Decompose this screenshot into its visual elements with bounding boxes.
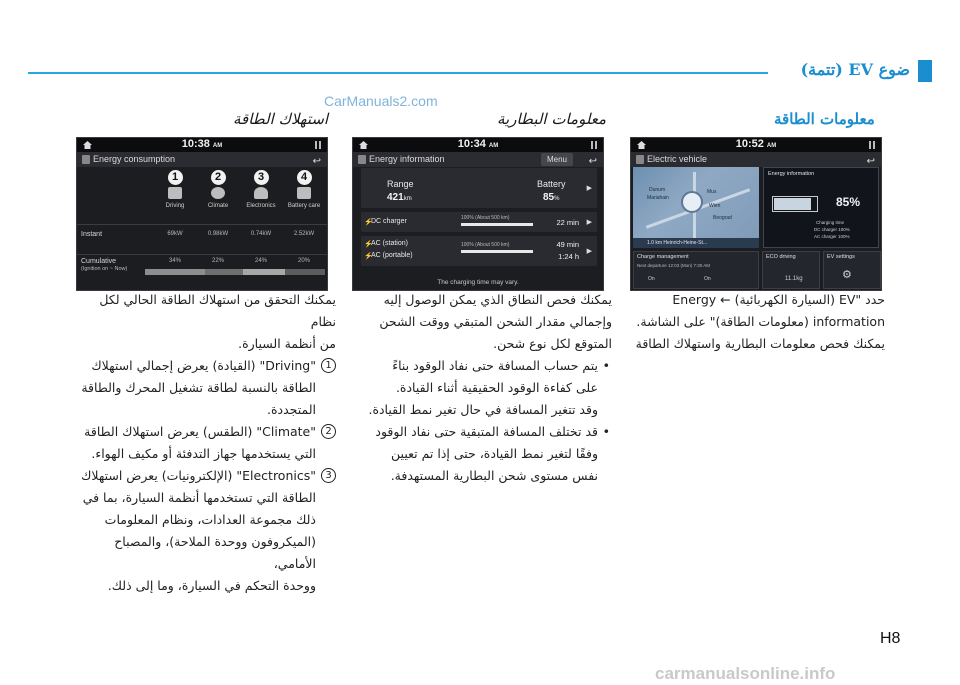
ac-percent: 100% (About 500 km) [461, 242, 510, 248]
value-cell: 24% [254, 258, 267, 264]
card-title: Charge management [637, 254, 689, 260]
range-value: 421km [387, 192, 412, 203]
chevron-right-icon[interactable]: ▶ [586, 185, 592, 192]
vehicle-location-icon [681, 191, 703, 213]
battery-percent: 85% [836, 195, 861, 209]
ac-charger-line: AC charger 100% [814, 234, 850, 239]
text-line: الطاقة بالنسبة لطاقة تشغيل المحرك والطاقة [81, 380, 316, 395]
callout-number: 3 [321, 468, 336, 483]
category-climate [196, 170, 240, 209]
value-cell: 2.52kW [293, 231, 315, 237]
value-cell: 34% [168, 258, 181, 264]
car-icon [168, 187, 182, 199]
energy-info-text [630, 289, 885, 355]
energy-icon [358, 155, 366, 164]
dc-charger-line: DC charger 100% [814, 227, 850, 232]
signal-icon [591, 141, 597, 149]
eco-value: 11.1kg [785, 276, 803, 282]
text-line: من أنظمة السيارة. [238, 336, 336, 351]
cumulative-bar-climate [205, 269, 243, 275]
row-label: Cumulative [81, 258, 117, 265]
clock: 10:34 AM [457, 138, 499, 150]
category-label: Climate [207, 203, 229, 209]
value-cell: 69kW [167, 231, 183, 237]
bulb-icon [254, 187, 268, 199]
clock: 10:52 AM [735, 138, 777, 150]
signal-icon [315, 141, 321, 149]
text-line: وإجمالي مقدار الشحن المتبقي ووقت الشحن [379, 314, 612, 329]
range-label: Range [387, 179, 414, 189]
footer-watermark: carmanualsonline.info [655, 664, 836, 683]
page-number: H8 [880, 630, 901, 647]
category-electronics [239, 170, 283, 209]
fan-icon [211, 187, 225, 199]
ac-station-time: 49 min [556, 240, 579, 249]
cumulative-bar-electronics [243, 269, 285, 275]
callout-number: 1 [168, 170, 183, 185]
plug-icon: ⚡ [364, 219, 373, 226]
screen-electric-vehicle [630, 137, 882, 291]
map-label: Mus [707, 189, 717, 195]
column-title-energy-info: معلومات الطاقة [774, 110, 875, 128]
item-2 [78, 421, 336, 465]
item-3 [78, 465, 336, 597]
toggle-on-1[interactable]: On [648, 276, 655, 282]
watermark: CarManuals2.com [324, 93, 438, 109]
text-line: "Driving" (القيادة) يعرض إجمالي استهلاك [91, 358, 316, 373]
signal-icon [869, 141, 875, 149]
callout-number: 2 [211, 170, 226, 185]
ac-station-label: AC (station) [371, 240, 408, 247]
next-departure: Next departure 12:03 (Mon) 7:30 AM [637, 263, 711, 268]
text-line: المتجددة. [267, 402, 316, 417]
dc-percent: 100% (About 500 km) [461, 215, 510, 221]
row-label: Instant [81, 231, 103, 238]
item-1 [78, 355, 336, 421]
map-label: Wien [709, 203, 721, 209]
energy-consumption-text [78, 289, 336, 597]
card-title: ECO driving [766, 254, 796, 260]
map-label: Dunum [649, 187, 666, 193]
text-line: information (معلومات الطاقة)" على الشاشة. [636, 314, 885, 329]
energy-icon [82, 155, 90, 164]
battery-info-text [352, 289, 612, 487]
text-line: ذلك مجموعة العدادات، ونظام المعلومات [104, 512, 316, 527]
text-line: على كفاءة الوقود الحقيقية أثناء القيادة. [395, 380, 598, 395]
title-bar [77, 152, 327, 167]
ev-cards [633, 251, 881, 289]
chevron-right-icon[interactable]: ▶ [586, 248, 592, 255]
value-cell: 22% [211, 258, 224, 264]
bullet-1 [352, 355, 612, 421]
text-line: • يتم حساب المسافة حتى نفاد الوقود بناءً [352, 355, 598, 377]
text-line: (الميكروفون ووحدة الملاحة)، والمصباح الأمامي، [114, 534, 316, 571]
callout-number: 1 [321, 358, 336, 373]
menu-button[interactable]: Menu [541, 153, 573, 166]
row-instant [77, 224, 328, 246]
charge-management-card[interactable] [633, 251, 759, 289]
screen-energy-information [352, 137, 604, 291]
battery-value: 85% [543, 192, 560, 203]
charging-time-label: Charging time [816, 220, 845, 225]
eco-driving-card[interactable] [762, 251, 820, 289]
dc-progress [461, 223, 533, 226]
energy-info-panel[interactable] [763, 167, 879, 248]
gear-icon: ⚙ [842, 269, 852, 281]
ac-portable-time: 1:24 h [558, 252, 579, 261]
text-line: "Electronics" (الإلكترونيات) يعرض استهلاك [81, 468, 316, 483]
category-driving [153, 170, 197, 209]
row-cumulative [77, 254, 328, 280]
text-line: يمكنك التحقق من استهلاك الطاقة الحالي لكل نظام [99, 292, 336, 329]
screen-energy-consumption [76, 137, 328, 291]
text-line: الطاقة التي تستخدمها أنظمة السيارة، بما في [82, 490, 316, 505]
text-line: يمكنك فحص معلومات البطارية واستهلاك الطاقة [635, 336, 885, 351]
text-line: نفس مستوى شحن البطارية المستهدفة. [390, 468, 598, 483]
text-line: "Climate" (الطقس) يعرض استهلاك الطاقة [84, 424, 316, 439]
callout-number: 4 [297, 170, 312, 185]
column-title-energy-consumption: استهلاك الطاقة [233, 110, 329, 128]
dc-charger-row[interactable] [361, 212, 597, 232]
title-bar [353, 152, 603, 167]
callout-number: 3 [254, 170, 269, 185]
back-icon[interactable]: ↩ [866, 156, 875, 167]
text-line: التي يستخدمها جهاز التدفئة أو مكيف الهواء. [91, 446, 316, 461]
consumption-categories [153, 170, 325, 212]
cumulative-bar-battery-care [285, 269, 325, 275]
text-line: يمكنك فحص النطاق الذي يمكن الوصول إليه [383, 292, 612, 307]
map-label: Mariahain [647, 195, 669, 201]
cumulative-bar-driving [145, 269, 205, 275]
ac-portable-label: AC (portable) [371, 252, 413, 259]
panel-title: Energy information [768, 171, 815, 177]
plug-icon: ⚡ [364, 253, 373, 260]
map-view[interactable] [633, 167, 759, 248]
row-sublabel: (Ignition on ~ Now) [81, 266, 128, 272]
plug-icon: ⚡ [364, 241, 373, 248]
battery-icon [297, 187, 311, 199]
text-line: ووحدة التحكم في السيارة، وما إلى ذلك. [107, 578, 316, 593]
text-line: • قد تختلف المسافة المتبقية حتى نفاد الوقود [352, 421, 598, 443]
category-label: Electronics [246, 203, 276, 209]
dc-time: 22 min [556, 218, 579, 227]
map-nav-bar: 1.0 km Heinrich-Heine-St... [633, 238, 759, 248]
text-line: المتوقع لكل نوع شحن. [493, 336, 612, 351]
screen-title: Electric vehicle [647, 154, 708, 164]
category-label: Battery care [287, 203, 321, 209]
range-battery-panel[interactable] [361, 168, 597, 208]
battery-label: Battery [537, 179, 566, 189]
status-bar [77, 138, 327, 152]
clock: 10:38 AM [181, 138, 223, 150]
text-line: وفقًا لتغير نمط القيادة، حتى إذا تم تعيين [391, 446, 598, 461]
section-header [28, 58, 932, 88]
ev-settings-card[interactable] [823, 251, 881, 289]
value-cell: 0.98kW [207, 231, 229, 237]
ev-icon [636, 155, 644, 164]
screen-title: Energy consumption [93, 154, 176, 164]
chevron-right-icon[interactable]: ▶ [586, 219, 592, 226]
screen-title: Energy information [369, 154, 445, 164]
value-cell: 20% [297, 258, 310, 264]
category-label: Driving [165, 203, 185, 209]
text-line: حدد "EV (السيارة الكهربائية) ← Energy [672, 292, 885, 307]
header-marker [918, 60, 932, 82]
value-cell: 0.74kW [250, 231, 272, 237]
back-icon[interactable]: ↩ [588, 156, 597, 167]
status-bar [631, 138, 881, 152]
text-line: وقد تتغير المسافة في حال تغير نمط القيادة. [368, 402, 598, 417]
bullet-2 [352, 421, 612, 487]
column-title-battery-info: معلومات البطارية [497, 110, 607, 128]
battery-gauge [772, 196, 818, 212]
category-battery-care [282, 170, 326, 209]
ac-charger-row[interactable] [361, 236, 597, 266]
back-icon[interactable]: ↩ [312, 156, 321, 167]
ac-progress [461, 250, 533, 253]
title-bar [631, 152, 881, 167]
map-label: Beograd [713, 215, 732, 221]
status-bar [353, 138, 603, 152]
section-title: ضوع EV (تتمة) [800, 60, 910, 79]
charging-note: The charging time may vary. [437, 279, 519, 286]
card-title: EV settings [827, 254, 855, 260]
header-rule [28, 72, 768, 74]
dc-label: DC charger [371, 218, 407, 225]
callout-number: 2 [321, 424, 336, 439]
toggle-on-2[interactable]: On [704, 276, 711, 282]
